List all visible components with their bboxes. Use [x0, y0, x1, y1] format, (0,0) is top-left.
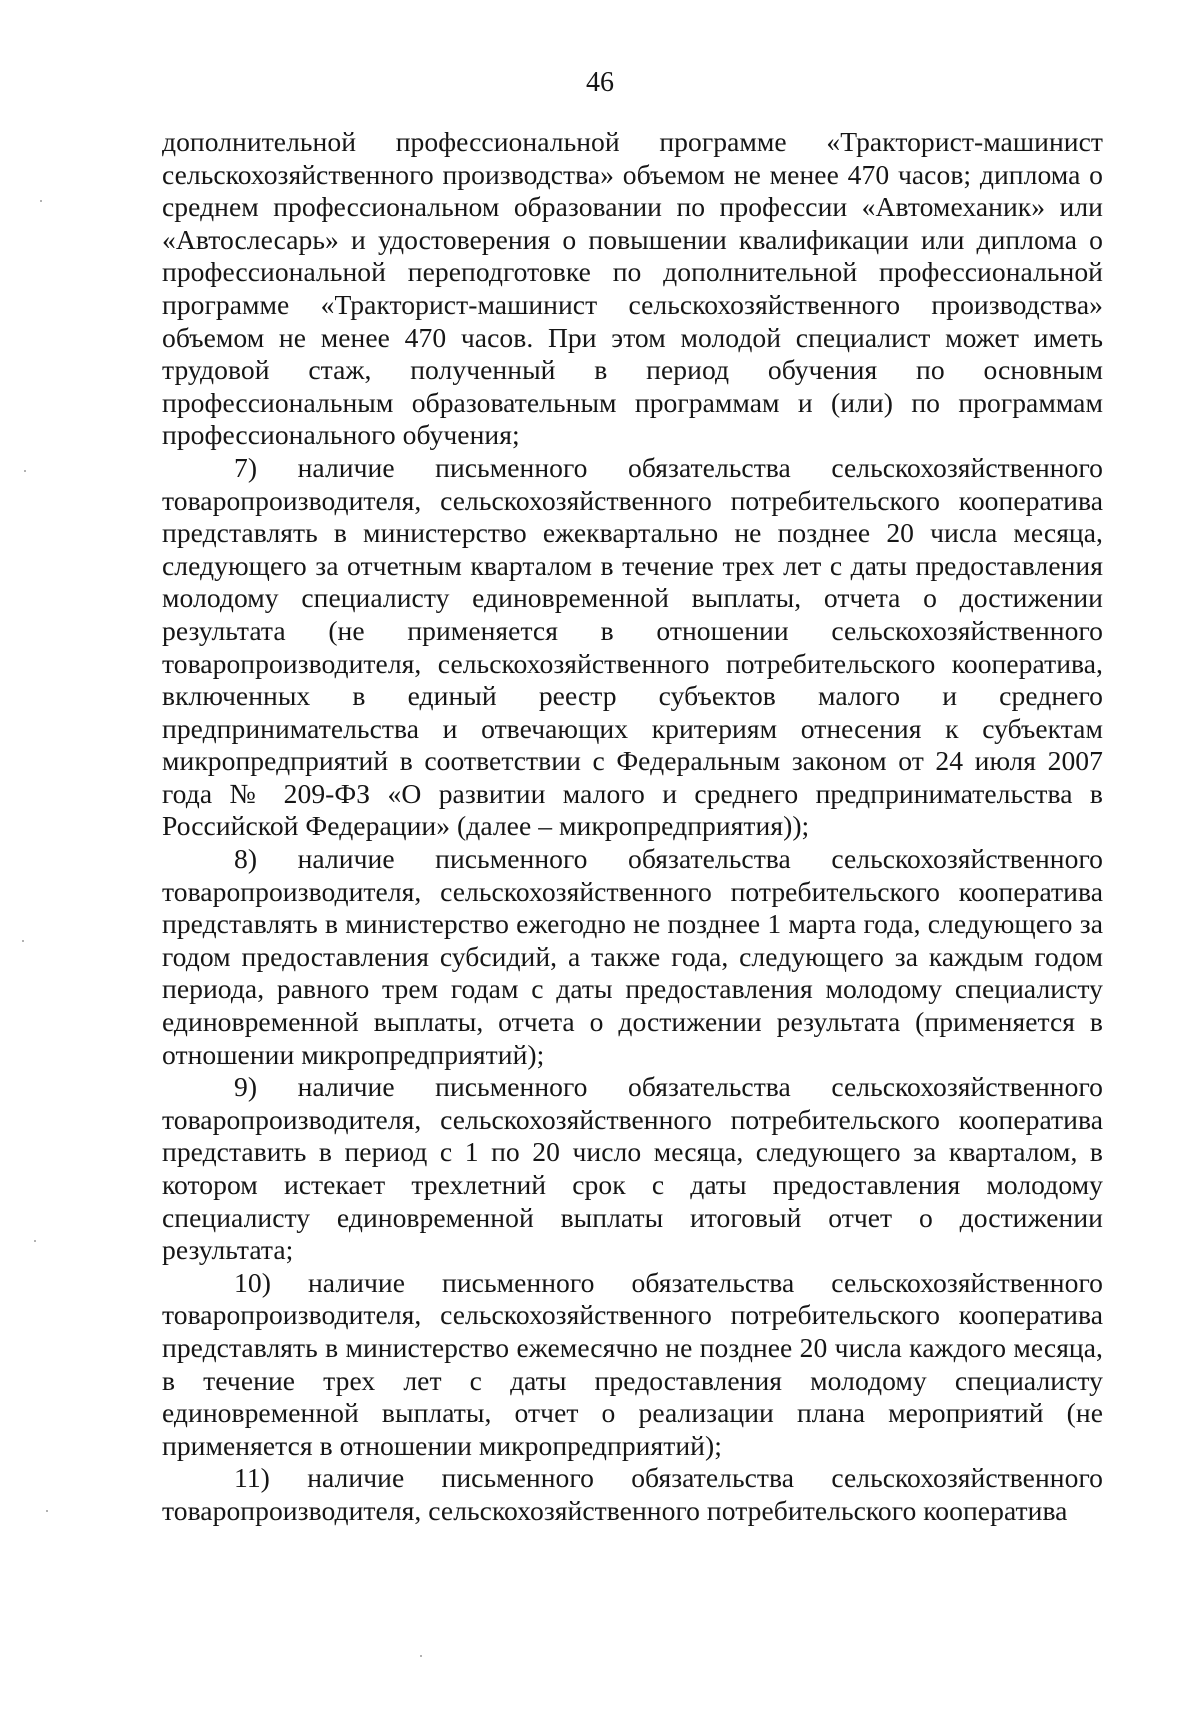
paragraph-item-9: 9) наличие письменного обязательства сельскохозяйственного товаропроизводителя, сельскохозяйственного потребительского кооператива представить в период с 1 по 20 число месяца, следующего за кварталом, в котором истекает трехлетний срок с даты предоставления молодому специалисту единовременной выплаты итоговый отчет о достижении результата; — [162, 1071, 1103, 1266]
scan-speck — [24, 470, 26, 472]
scan-speck — [420, 1655, 422, 1657]
scan-speck — [22, 940, 24, 942]
paragraph-item-11: 11) наличие письменного обязательства сельскохозяйственного товаропроизводителя, сельскохозяйственного потребительского кооператива — [162, 1462, 1103, 1526]
paragraph-continuation: дополнительной профессиональной программе «Тракторист-машинист сельскохозяйственного производства» объемом не менее 470 часов; диплома о среднем профессиональном образовании по профессии «Автомеханик» или «Автослесарь» и удостоверения о повышении квалификации или диплома о профессиональной переподготовке по дополнительной профессиональной программе «Тракторист-машинист сельскохозяйственного производства» объемом не менее 470 часов. При этом молодой специалист может иметь трудовой стаж, полученный в период обучения по основным профессиональным образовательным программам и (или) по программам профессионального обучения; — [162, 126, 1103, 451]
page-number: 46 — [586, 67, 614, 98]
paragraph-item-10: 10) наличие письменного обязательства сельскохозяйственного товаропроизводителя, сельскохозяйственного потребительского кооператива представлять в министерство ежемесячно не позднее 20 числа каждого месяца, в течение трех лет с даты предоставления молодому специалисту единовременной выплаты, отчет о реализации плана мероприятий (не применяется в отношении микропредприятий); — [162, 1266, 1103, 1461]
body-text — [162, 126, 1103, 1528]
scan-speck — [46, 1510, 48, 1512]
paragraph-item-7: 7) наличие письменного обязательства сельскохозяйственного товаропроизводителя, сельскохозяйственного потребительского кооператива представлять в министерство ежеквартально не позднее 20 числа месяца, следующего за отчетным кварталом в течение трех лет с даты предоставления молодому специалисту единовременной выплаты, отчета о достижении результата (не применяется в отношении сельскохозяйственного товаропроизводителя, сельскохозяйственного потребительского кооператива, включенных в единый реестр субъектов малого и среднего предпринимательства и отвечающих критериям отнесения к субъектам микропредприятий в соответствии с Федеральным законом от 24 июля 2007 года № 209-ФЗ «О развитии малого и среднего предпринимательства в Российской Федерации» (далее – микропредприятия)); — [162, 451, 1103, 842]
paragraph-item-8: 8) наличие письменного обязательства сельскохозяйственного товаропроизводителя, сельскохозяйственного потребительского кооператива представлять в министерство ежегодно не позднее 1 марта года, следующего за годом предоставления субсидий, а также года, следующего за каждым годом периода, равного трем годам с даты предоставления молодому специалисту единовременной выплаты, отчета о достижении результата (применяется в отношении микропредприятий); — [162, 843, 1103, 1070]
scan-speck — [34, 1240, 36, 1242]
scan-speck — [40, 200, 42, 202]
